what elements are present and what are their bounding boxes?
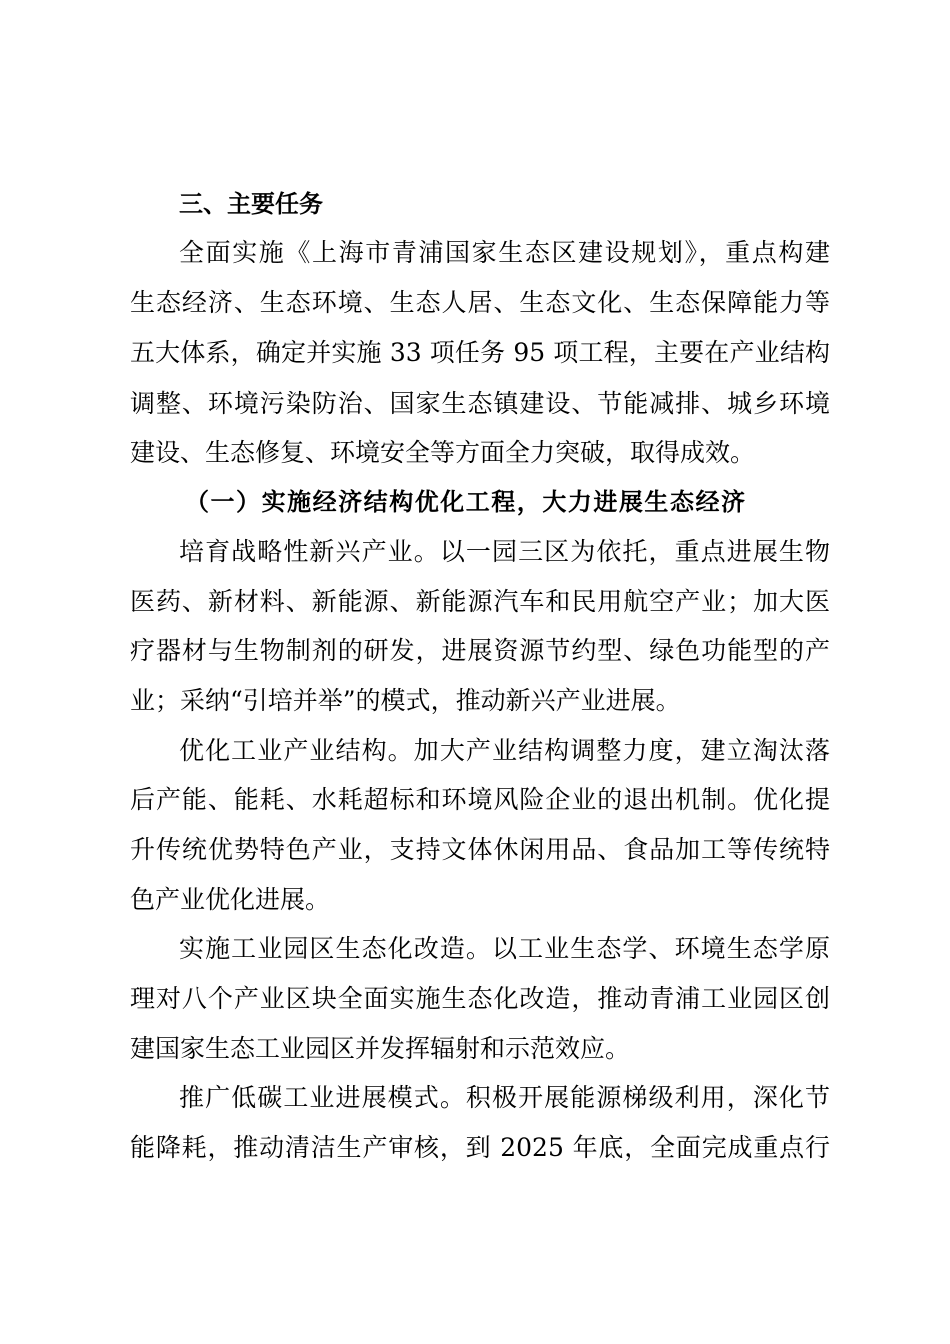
paragraph-1-line-1: 培育战略性新兴产业。以一园三区为依托，重点进展生物 [179,537,830,566]
paragraph-1-line-3: 疗器材与生物制剂的研发，进展资源节约型、绿色功能型的产 [130,636,830,665]
paragraph-2-line-3: 升传统优势特色产业，支持文体休闲用品、食品加工等传统特 [130,835,830,864]
intro-line-4: 调整、环境污染防治、国家生态镇建设、节能减排、城乡环境 [130,389,830,418]
paragraph-2-line-4: 色产业优化进展。 [130,885,331,914]
paragraph-2-line-1: 优化工业产业结构。加大产业结构调整力度，建立淘汰落 [179,736,830,765]
paragraph-4-line-2: 能降耗，推动清洁生产审核，到 2025 年底，全面完成重点行 [130,1133,830,1162]
paragraph-1-line-4: 业；采纳“引培并举”的模式，推动新兴产业进展。 [130,686,681,715]
paragraph-3-line-2: 理对八个产业区块全面实施生态化改造，推动青浦工业园区创 [130,984,830,1013]
intro-line-3: 五大体系，确定并实施 33 项任务 95 项工程，主要在产业结构 [130,338,830,367]
paragraph-3-line-1: 实施工业园区生态化改造。以工业生态学、环境生态学原 [179,934,830,963]
paragraph-4-line-1: 推广低碳工业进展模式。积极开展能源梯级利用，深化节 [179,1083,830,1112]
intro-line-2: 生态经济、生态环境、生态人居、生态文化、生态保障能力等 [130,288,830,317]
subsection-heading: （一）实施经济结构优化工程，大力进展生态经济 [185,488,745,516]
intro-line-5: 建设、生态修复、环境安全等方面全力突破，取得成效。 [130,438,756,467]
paragraph-3-line-3: 建国家生态工业园区并发挥辐射和示范效应。 [130,1034,631,1063]
paragraph-2-line-2: 后产能、能耗、水耗超标和环境风险企业的退出机制。优化提 [130,785,830,814]
section-heading: 三、主要任务 [179,190,323,218]
intro-line-1: 全面实施《上海市青浦国家生态区建设规划》，重点构建 [179,238,830,267]
paragraph-1-line-2: 医药、新材料、新能源、新能源汽车和民用航空产业；加大医 [130,587,830,616]
